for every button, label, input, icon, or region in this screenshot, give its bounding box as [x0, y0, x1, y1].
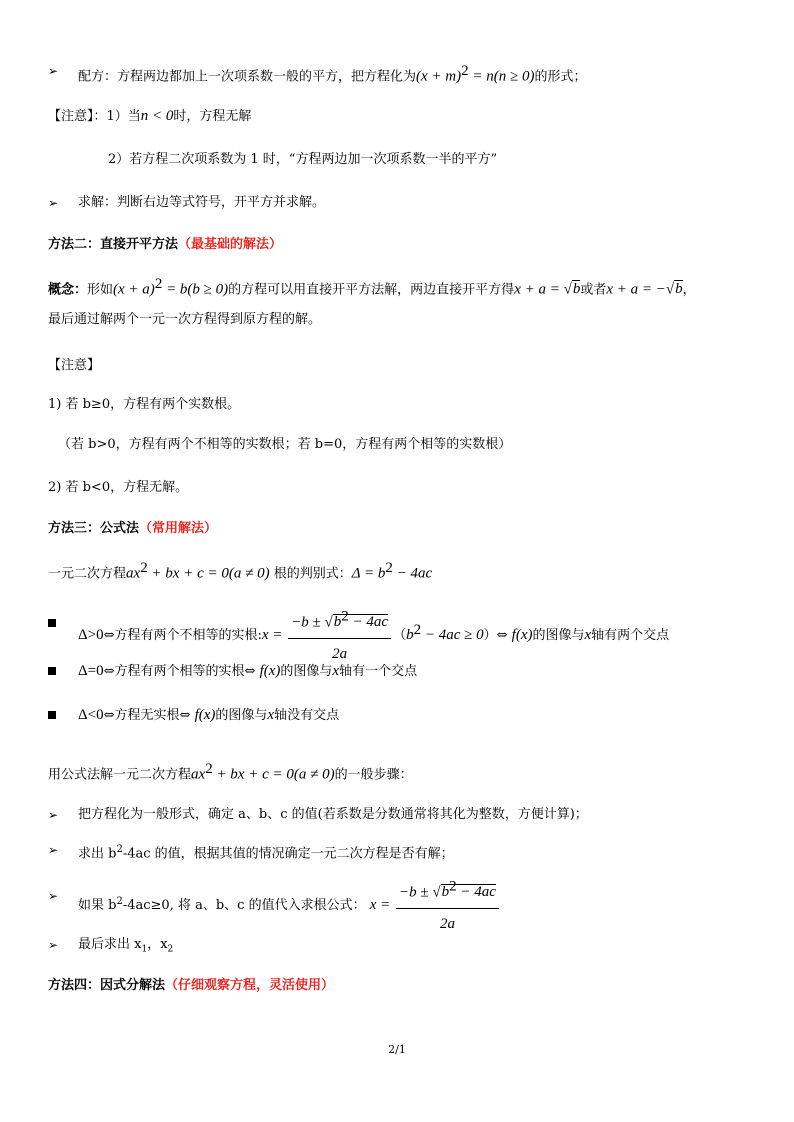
- arrow-bullet-icon: ➢: [48, 889, 59, 903]
- case-negative: Δ<0⇔方程无实根⇔ f(x)的图像与x轴没有交点: [78, 707, 340, 723]
- note-item-detail: （若 b>0，方程有两个不相等的实数根；若 b=0，方程有两个相等的实数根）: [58, 437, 512, 452]
- case-zero: Δ=0⇔方程有两个相等的实根⇔ f(x)的图像与x轴有一个交点: [78, 663, 418, 679]
- root-formula: $\frac{-b \pm √b^2 - 4ac}{2a}$: [396, 874, 499, 937]
- note-item-2: 2) 若 b<0，方程无解。: [48, 480, 189, 495]
- completing-square-line: 配方：方程两边都加上一次项系数一般的平方，把方程化为$(x + m)^2 = n(n \ge 0)$的形式；: [78, 63, 587, 85]
- steps-intro: 用公式法解一元二次方程$ax^2$ + bx + c = 0(a ≠ 0)的一般步骤：: [48, 761, 413, 783]
- root-formula: $\frac{-b \pm √b^2 - 4ac}{2a}$: [288, 604, 391, 667]
- step-1: 把方程化为一般形式，确定 a、b、c 的值(若系数是分数通常将其化为整数，方便计算)；: [78, 807, 588, 822]
- note-line-2: 2）若方程二次项系数为 1 时，“方程两边加一次项系数一半的平方”: [108, 152, 498, 167]
- arrow-bullet-icon: ➢: [48, 64, 59, 78]
- arrow-bullet-icon: ➢: [48, 843, 59, 857]
- discriminant-line: 一元二次方程$ax^2$ + bx + c = 0(a ≠ 0) 根的判别式：$\Delta = b^2 - 4ac$: [48, 560, 433, 582]
- step-4: 最后求出 $x_1$，$x_2$: [78, 937, 174, 955]
- arrow-bullet-icon: ➢: [48, 938, 59, 952]
- concept-line-2: 最后通过解两个一元一次方程得到原方程的解。: [48, 312, 322, 327]
- square-bullet-icon: [48, 667, 56, 675]
- arrow-bullet-icon: ➢: [48, 196, 59, 210]
- step-3: 如果 $b^2-4ac\ge 0$, 将 a、b、c 的值代入求根公式： x = $\frac{-b \pm √b^2 - 4ac}{2a}$: [78, 874, 501, 937]
- square-bullet-icon: [48, 619, 56, 627]
- square-bullet-icon: [48, 711, 56, 719]
- page-number: 2/1: [388, 1043, 406, 1056]
- solve-line: 求解：判断右边等式符号，开平方并求解。: [78, 195, 326, 210]
- method-four-heading: 方法四：因式分解法（仔细观察方程，灵活使用）: [48, 978, 335, 993]
- method-two-heading: 方法二：直接开平方法（最基础的解法）: [48, 237, 283, 252]
- note-line-1: 【注意】：1）当n < 0时，方程无解: [48, 108, 252, 124]
- method-three-heading: 方法三：公式法（常用解法）: [48, 521, 218, 536]
- note-title: 【注意】: [48, 358, 101, 373]
- step-2: 求出 $b^2-4ac$ 的值，根据其值的情况确定一元二次方程是否有解；: [78, 844, 454, 862]
- note-item-1: 1) 若 b≥0，方程有两个实数根。: [48, 397, 241, 412]
- case-positive: Δ>0⇔方程有两个不相等的实根:x = $\frac{-b \pm √b^2 - 4ac}{2a}$ （$b^2 - 4ac$ ≥ 0）⇔ f(x)的图像与x轴有两个交点: [78, 604, 669, 667]
- arrow-bullet-icon: ➢: [48, 808, 59, 822]
- concept-line: 概念：形如$(x + a)^2 = b(b \ge 0)$的方程可以用直接开平方法解，两边直接开平方得x + a = √b或者x + a = −√b，: [48, 276, 696, 298]
